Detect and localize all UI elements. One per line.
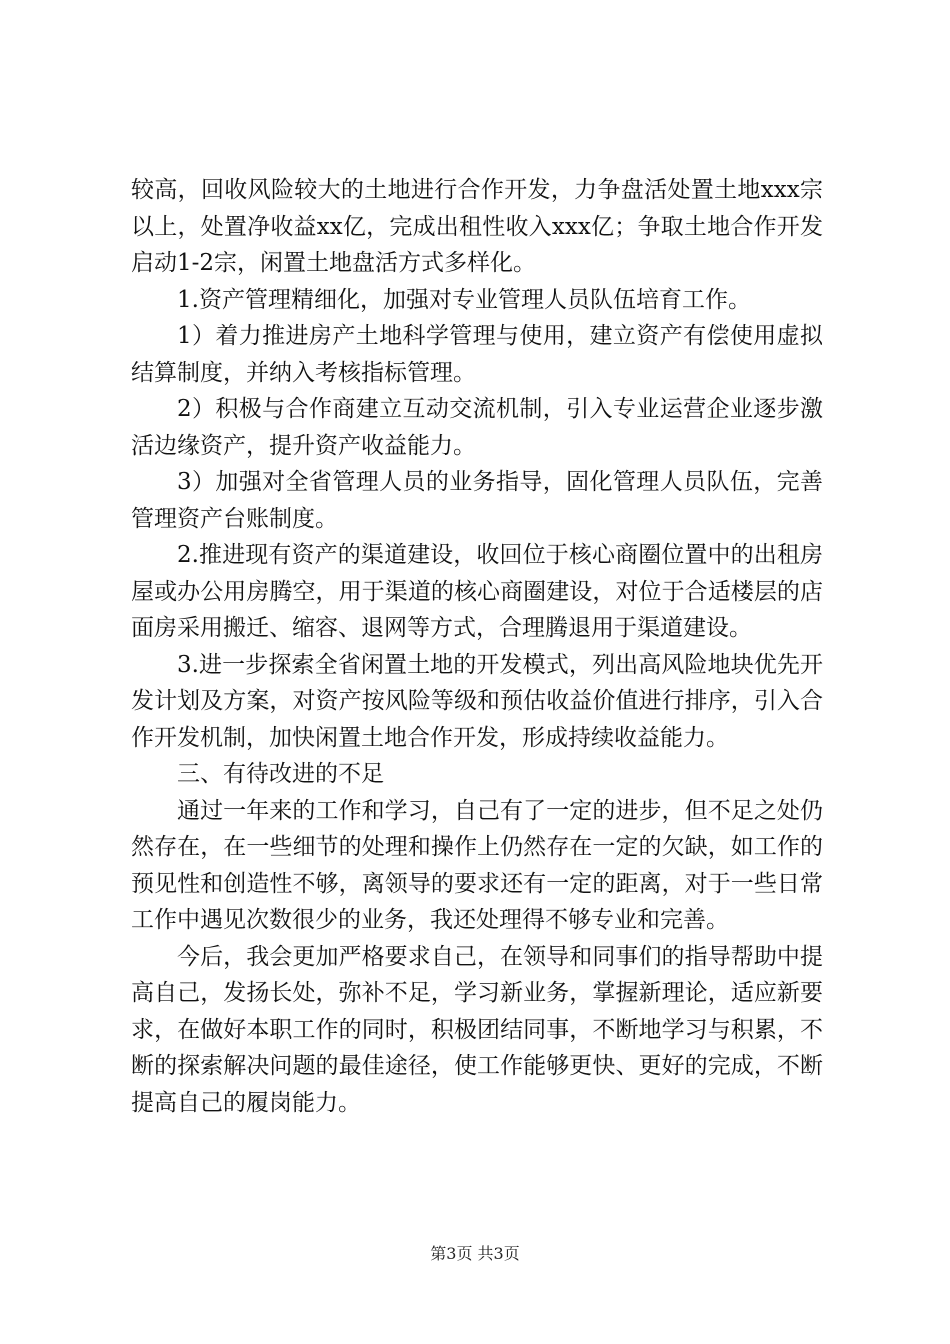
paragraph-item-1: 1.资产管理精细化，加强对专业管理人员队伍培育工作。	[177, 286, 751, 313]
paragraph-future: 今后，我会更加严格要求自己，在领导和同事们的指导帮助中提高自己，发扬长处，弥补不足，学习新业务，掌握新理论，适应新要求，在做好本职工作的同时，积极团结同事，不断地学习与积累，不断的探索解决问题的最佳途径，使工作能够更快、更好的完成，不断提高自己的履岗能力。	[131, 943, 823, 1116]
paragraph-item-2: 2.推进现有资产的渠道建设，收回位于核心商圈位置中的出租房屋或办公用房腾空，用于渠道的核心商圈建设，对位于合适楼层的店面房采用搬迁、缩容、退网等方式，合理腾退用于渠道建设。	[131, 542, 823, 641]
document-body	[131, 172, 823, 1121]
paragraph-subitem-2: 2）积极与合作商建立互动交流机制，引入专业运营企业逐步激活边缘资产，提升资产收益能力。	[131, 396, 823, 459]
paragraph-shortcomings: 通过一年来的工作和学习，自己有了一定的进步，但不足之处仍然存在，在一些细节的处理和操作上仍然存在一定的欠缺，如工作的预见性和创造性不够，离领导的要求还有一定的距离，对于一些日常工作中遇见次数很少的业务，我还处理得不够专业和完善。	[131, 797, 823, 933]
page-footer: 第3页 共3页	[430, 1244, 520, 1263]
paragraph-subitem-3: 3）加强对全省管理人员的业务指导，固化管理人员队伍，完善管理资产台账制度。	[131, 469, 823, 532]
paragraph-item-3: 3.进一步探索全省闲置土地的开发模式，列出高风险地块优先开发计划及方案，对资产按风险等级和预估收益价值进行排序，引入合作开发机制，加快闲置土地合作开发，形成持续收益能力。	[131, 651, 823, 751]
paragraph-continuation: 较高，回收风险较大的土地进行合作开发，力争盘活处置土地xxx宗以上，处置净收益xx亿，完成出租性收入xxx亿；争取土地合作开发启动1-2宗，闲置土地盘活方式多样化。	[131, 177, 823, 276]
section-heading: 三、有待改进的不足	[177, 761, 384, 787]
paragraph-subitem-1: 1）着力推进房产土地科学管理与使用，建立资产有偿使用虚拟结算制度，并纳入考核指标管理。	[131, 323, 823, 386]
